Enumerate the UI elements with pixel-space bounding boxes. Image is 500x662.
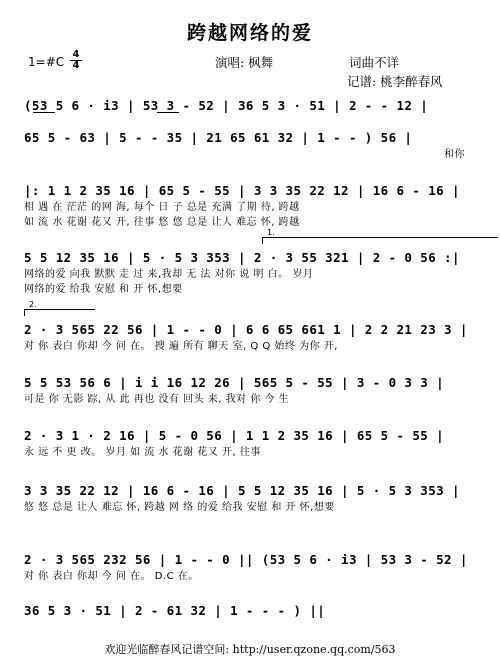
notation-line: 65 5 - 63 | 5 - - 35 | 21 65 61 32 | 1 - - ) 56 | [24,130,413,145]
notation-line: |: 1 1 2 35 16 | 65 5 - 55 | 3 3 35 22 12 | 16 6 - 16 | [24,183,460,198]
singer-credit: 演唱: 枫舞 [215,55,274,70]
volta-bracket: 2. [24,309,95,316]
score-row [24,483,488,513]
score-row [24,375,488,405]
time-signature-top: 4 [72,49,80,60]
score-row [24,552,488,582]
score-row [24,98,488,113]
time-signature [70,50,82,71]
lyric-line: 和你 [444,149,465,160]
score-row [24,250,488,295]
score-row [24,322,488,352]
song-title: 跨越网络的爱 [186,22,313,44]
footer-credit: 欢迎光临醉春风记谱空间: http://user.qzone.qq.com/563 [104,643,396,656]
lyric-line: 网络的爱 向我 默默 走 过 来,我却 无 法 对你 说 明 白。 岁月 [24,269,314,280]
notation-line: 3 3 35 22 12 | 16 6 - 16 | 5 5 12 35 16 | 5 · 5 3 353 | [24,483,460,498]
lyric-music-credit: 词曲不详 [349,55,400,70]
lyric-line: 如 流 水 花谢 花又 开, 往事 悠 悠 总是 让人 难忘 怀, 跨越 [24,217,300,228]
time-signature-bottom: 4 [70,60,82,71]
lyric-line: 对 你 表白 你却 今 问 在。 搜 遍 所有 聊天 室, Q Q 始终 为你 开, [24,341,338,352]
score-row [24,603,488,618]
score-row [24,130,488,160]
score-row [24,183,488,228]
key-signature: 1=#C [28,55,65,69]
notation-line: 36 5 3 · 51 | 2 - 61 32 | 1 - - - ) || [24,603,326,618]
lyric-line: 可是 你 无影 踪, 从 此 再也 没有 回头 来, 我对 你 今 生 [24,394,290,405]
lyric-line: 永 远 不 更 改。 岁月 如 流 水 花谢 花又 开, 往事 [24,447,261,458]
transcriber-credit: 记谱: 桃李醉春风 [347,74,443,89]
lyric-line: 相 遇 在 茫茫 的网 海, 每个 日 子 总是 充满 了期 待, 跨越 [24,202,300,213]
notation-line: (53 5 6 · i3 | 53 3 - 52 | 36 5 3 · 51 | 2 - - 12 | [24,98,429,113]
volta-bracket: 1. [262,237,498,244]
notation-line: 5 5 12 35 16 | 5 · 5 3 353 | 2 · 3 55 321 | 2 - 0 56 :| [24,250,460,265]
lyric-line: 悠 悠 总是 让人 难忘 怀, 跨越 网 络 的爱 给我 安慰 和 开 怀,想要 [24,502,335,513]
notation-line: 2 · 3 1 · 2 16 | 5 - 0 56 | 1 1 2 35 16 | 65 5 - 55 | [24,428,445,443]
notation-line: 5 5 53 56 6 | i i 16 12 26 | 565 5 - 55 | 3 - 0 3 3 | [24,375,445,390]
lyric-line: 对 你 表白 你却 今 问 在。 D.C 在。 [24,571,199,582]
notation-line: 2 · 3 565 22 56 | 1 - - 0 | 6 6 65 661 1 | 2 2 21 23 3 | [24,322,468,337]
notation-line: 2 · 3 565 232 56 | 1 - - 0 || (53 5 6 · i3 | 53 3 - 52 | [24,552,468,567]
score-row [24,428,488,458]
lyric-line: 网络的爱 给我 安慰 和 开 怀,想要 [24,284,183,295]
